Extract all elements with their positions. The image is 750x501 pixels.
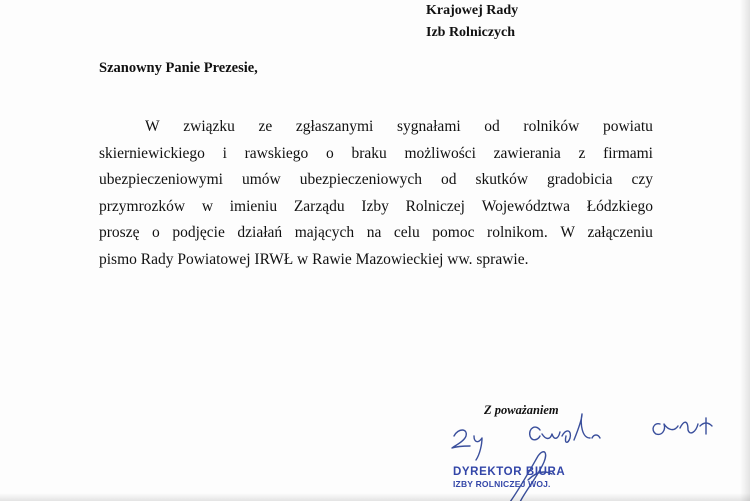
page-bottom-shade — [0, 493, 750, 501]
body-word: możliwości — [404, 144, 476, 162]
body-word: o — [326, 144, 334, 162]
body-word: skutków — [475, 171, 529, 189]
body-line — [99, 141, 653, 168]
salutation: Szanowny Panie Prezesie, — [99, 60, 258, 76]
body-word: od — [484, 118, 500, 135]
body-word: ubezpieczeniowych — [299, 171, 422, 189]
director-stamp — [453, 466, 565, 489]
body-word: pismo Rady Powiatowej IRWŁ w Rawie Mazowieckiej ww. sprawie. — [99, 250, 529, 268]
body-word: zawierania — [493, 144, 561, 162]
body-word: podjęcie — [172, 224, 225, 242]
body-word: firmami — [603, 144, 653, 162]
body-word: z — [578, 144, 586, 162]
body-word: Łódzkiego — [586, 197, 653, 215]
body-word: w — [201, 197, 214, 215]
body-word: na — [366, 224, 382, 242]
body-line — [99, 167, 653, 194]
body-word: czy — [631, 171, 653, 189]
body-line — [99, 247, 653, 274]
body-word: gradobicia — [547, 171, 613, 189]
body-word: rolnikom. — [487, 224, 548, 242]
body-word: celu — [393, 224, 420, 242]
recipient-line-1: Krajowej Rady — [426, 3, 519, 18]
closing-phrase: Z poważaniem — [484, 403, 559, 417]
body-word: i — [222, 144, 227, 162]
body-word: działań — [237, 224, 283, 242]
body-word: od — [440, 171, 457, 189]
body-word: przymrozków — [99, 197, 186, 215]
body-word: rawskiego — [244, 144, 309, 162]
body-line — [99, 220, 653, 247]
body-word: proszę — [99, 224, 140, 242]
letter-body — [99, 114, 653, 274]
body-word: ze — [258, 118, 273, 135]
body-word: W — [145, 118, 160, 135]
stamp-title: DYREKTOR BIURA — [453, 466, 566, 478]
body-word: związku — [183, 118, 235, 135]
body-word: zgłaszanymi — [295, 118, 374, 135]
stamp-subtitle: IZBY ROLNICZEJ WOJ. — [453, 479, 551, 489]
body-word: mających — [294, 224, 355, 242]
body-word: sygnałami — [396, 118, 461, 135]
body-word: rolników — [523, 118, 580, 135]
body-word: umów — [241, 171, 281, 189]
body-word: ubezpieczeniowymi — [99, 171, 223, 189]
recipient-line-2: Izb Rolniczych — [426, 25, 516, 40]
body-line — [99, 114, 653, 141]
body-word: Rolniczej — [405, 197, 465, 215]
body-line — [99, 194, 653, 221]
body-word: braku — [351, 144, 387, 162]
body-word: skierniewickiego — [99, 144, 205, 162]
body-word: o — [152, 224, 160, 242]
page-edge-shadow — [740, 0, 750, 501]
body-word: imieniu — [229, 197, 278, 215]
body-word: załączeniu — [587, 224, 653, 242]
recipient-block — [426, 0, 518, 44]
body-word: powiatu — [602, 118, 653, 135]
body-word: W — [560, 224, 575, 242]
body-word: Zarządu — [293, 197, 345, 215]
body-word: pomoc — [432, 224, 475, 242]
body-word: Izby — [361, 197, 389, 215]
body-word: Województwa — [481, 197, 570, 215]
